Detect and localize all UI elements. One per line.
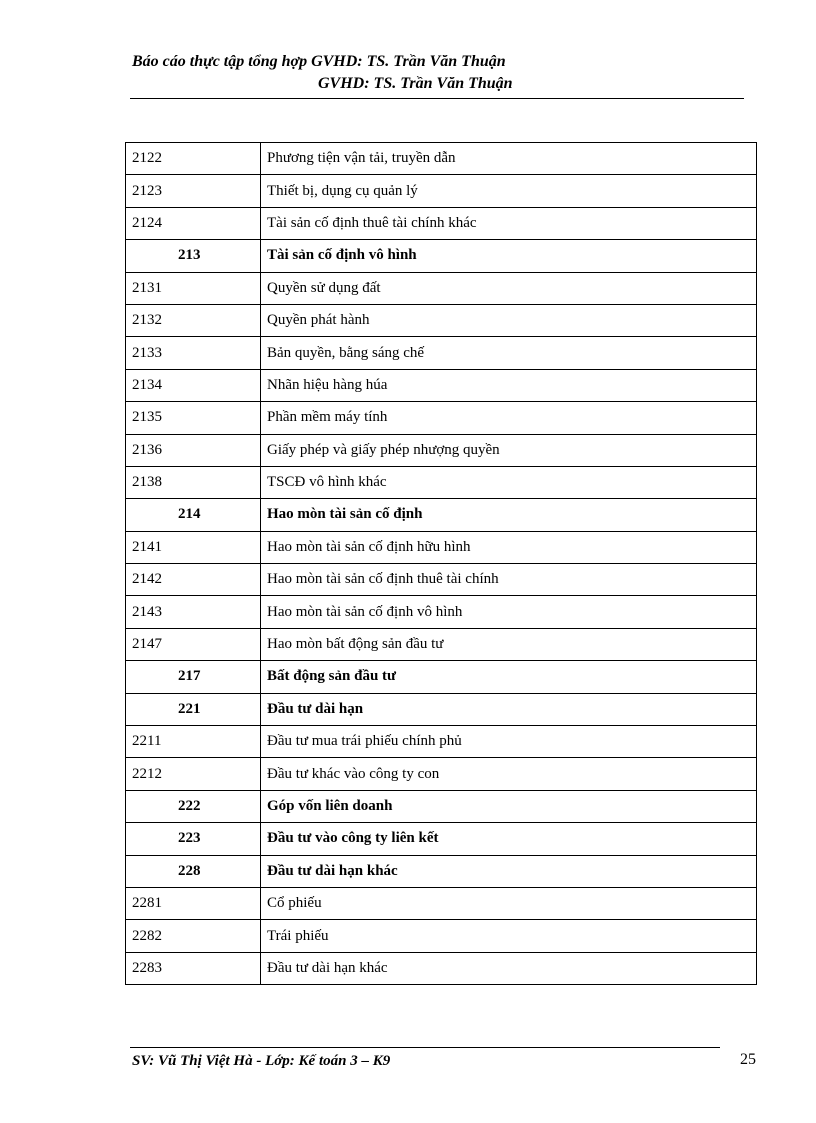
table-row bbox=[126, 143, 757, 175]
table-row bbox=[126, 855, 757, 887]
account-code: 2136 bbox=[126, 434, 261, 466]
table-row bbox=[126, 531, 757, 563]
table-row bbox=[126, 337, 757, 369]
table-row bbox=[126, 434, 757, 466]
account-name: Góp vốn liên doanh bbox=[261, 790, 757, 822]
table-row bbox=[126, 402, 757, 434]
account-code: 213 bbox=[126, 240, 261, 272]
table-row bbox=[126, 823, 757, 855]
account-name: Trái phiếu bbox=[261, 920, 757, 952]
table-row bbox=[126, 693, 757, 725]
account-code: 2143 bbox=[126, 596, 261, 628]
table-row bbox=[126, 952, 757, 984]
account-name: Hao mòn tài sản cố định thuê tài chính bbox=[261, 564, 757, 596]
account-name: Đầu tư dài hạn khác bbox=[261, 855, 757, 887]
account-name: Hao mòn tài sản cố định bbox=[261, 499, 757, 531]
account-code: 2142 bbox=[126, 564, 261, 596]
account-code: 2131 bbox=[126, 272, 261, 304]
header-supervisor: GVHD: TS. Trần Văn Thuận bbox=[318, 75, 513, 92]
account-name: Tài sản cố định vô hình bbox=[261, 240, 757, 272]
table-row bbox=[126, 304, 757, 336]
account-name: Nhãn hiệu hàng húa bbox=[261, 369, 757, 401]
account-name: Bất động sản đầu tư bbox=[261, 661, 757, 693]
account-code: 2122 bbox=[126, 143, 261, 175]
account-code: 2141 bbox=[126, 531, 261, 563]
table-row bbox=[126, 758, 757, 790]
account-code: 217 bbox=[126, 661, 261, 693]
account-table-body bbox=[126, 143, 757, 985]
account-code: 2133 bbox=[126, 337, 261, 369]
account-name: Bản quyền, bằng sáng chế bbox=[261, 337, 757, 369]
account-code: 2132 bbox=[126, 304, 261, 336]
account-name: Hao mòn tài sản cố định hữu hình bbox=[261, 531, 757, 563]
table-row bbox=[126, 628, 757, 660]
account-code: 228 bbox=[126, 855, 261, 887]
account-code: 221 bbox=[126, 693, 261, 725]
account-code: 223 bbox=[126, 823, 261, 855]
table-row bbox=[126, 466, 757, 498]
account-code: 2211 bbox=[126, 726, 261, 758]
account-code: 222 bbox=[126, 790, 261, 822]
table-row bbox=[126, 564, 757, 596]
header-title: Báo cáo thực tập tổng hợp GVHD: TS. Trần Văn Thuận bbox=[132, 53, 506, 70]
table-row bbox=[126, 887, 757, 919]
account-code: 2138 bbox=[126, 466, 261, 498]
account-code: 2134 bbox=[126, 369, 261, 401]
table-row bbox=[126, 240, 757, 272]
page-number: 25 bbox=[740, 1051, 756, 1068]
account-name: Cổ phiếu bbox=[261, 887, 757, 919]
account-name: Phần mềm máy tính bbox=[261, 402, 757, 434]
account-name: Đầu tư vào công ty liên kết bbox=[261, 823, 757, 855]
account-name: Thiết bị, dụng cụ quản lý bbox=[261, 175, 757, 207]
page-header bbox=[130, 50, 744, 99]
account-name: Đầu tư khác vào công ty con bbox=[261, 758, 757, 790]
table-row bbox=[126, 790, 757, 822]
account-name: Quyền sử dụng đất bbox=[261, 272, 757, 304]
account-name: Hao mòn bất động sản đầu tư bbox=[261, 628, 757, 660]
account-code: 2281 bbox=[126, 887, 261, 919]
table-row bbox=[126, 661, 757, 693]
account-code: 2123 bbox=[126, 175, 261, 207]
account-name: TSCĐ vô hình khác bbox=[261, 466, 757, 498]
account-name: Giấy phép và giấy phép nhượng quyền bbox=[261, 434, 757, 466]
table-row bbox=[126, 369, 757, 401]
account-name: Tài sản cố định thuê tài chính khác bbox=[261, 207, 757, 239]
table-row bbox=[126, 207, 757, 239]
table-row bbox=[126, 272, 757, 304]
account-name: Quyền phát hành bbox=[261, 304, 757, 336]
account-code: 2124 bbox=[126, 207, 261, 239]
table-row bbox=[126, 499, 757, 531]
table-row bbox=[126, 596, 757, 628]
account-code: 2147 bbox=[126, 628, 261, 660]
account-name: Đầu tư dài hạn bbox=[261, 693, 757, 725]
table-row bbox=[126, 920, 757, 952]
account-code: 2135 bbox=[126, 402, 261, 434]
account-name: Đầu tư mua trái phiếu chính phủ bbox=[261, 726, 757, 758]
account-code: 214 bbox=[126, 499, 261, 531]
account-code: 2283 bbox=[126, 952, 261, 984]
account-code: 2282 bbox=[126, 920, 261, 952]
account-name: Hao mòn tài sản cố định vô hình bbox=[261, 596, 757, 628]
table-row bbox=[126, 175, 757, 207]
account-code: 2212 bbox=[126, 758, 261, 790]
account-name: Phương tiện vận tải, truyền dẫn bbox=[261, 143, 757, 175]
page-footer bbox=[130, 1047, 720, 1069]
table-row bbox=[126, 726, 757, 758]
footer-student: SV: Vũ Thị Việt Hà - Lớp: Kế toán 3 – K9 bbox=[132, 1053, 391, 1069]
account-name: Đầu tư dài hạn khác bbox=[261, 952, 757, 984]
account-table bbox=[125, 142, 757, 985]
